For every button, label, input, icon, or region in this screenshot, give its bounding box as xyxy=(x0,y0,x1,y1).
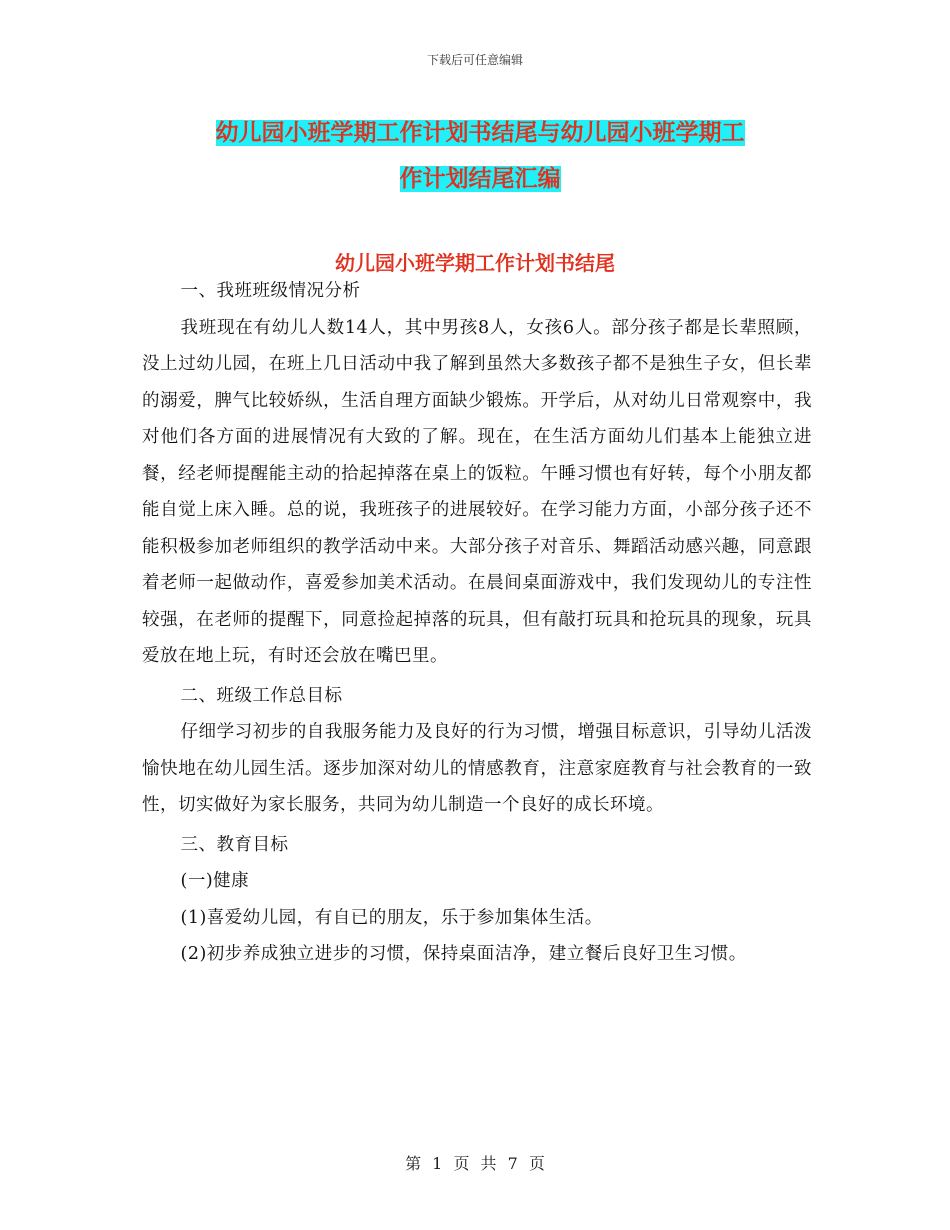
page-footer: 第 1 页 共 7 页 xyxy=(405,1154,545,1173)
document-title-line-2: 作计划结尾汇编 xyxy=(399,166,561,192)
list-item-health-1: (1)喜爱幼儿园，有自已的朋友，乐于参加集体生活。 xyxy=(180,907,603,928)
subheading-health: (一)健康 xyxy=(180,871,250,891)
paragraph-overall-goal: 仔细学习初步的自我服务能力及良好的行为习惯，增强目标意识，引导幼儿活泼愉快地在幼儿园生活。逐步加深对幼儿的情感教育，注意家庭教育与社会教育的一致性，切实做好为家长服务，共同为幼儿制造一个良好的成长环境。 xyxy=(142,722,812,815)
list-item-health-2: (2)初步养成独立进步的习惯，保持桌面洁净，建立餐后良好卫生习惯。 xyxy=(180,944,747,964)
section-title: 幼儿园小班学期工作计划书结尾 xyxy=(335,251,615,275)
document-title xyxy=(140,110,820,202)
heading-overall-goal: 二、班级工作总目标 xyxy=(180,685,343,706)
document-body xyxy=(142,273,812,973)
document-title-line-1: 幼儿园小班学期工作计划书结尾与幼儿园小班学期工 xyxy=(215,120,745,146)
heading-education-goals: 三、教育目标 xyxy=(180,834,289,855)
paragraph-class-analysis: 我班现在有幼儿人数14人，其中男孩8人，女孩6人。部分孩子都是长辈照顾，没上过幼儿园，在班上几日活动中我了解到虽然大多数孩子都不是独生子女，但长辈的溺爱，脾气比较娇纵，生活自理方面缺少锻炼。开学后，从对幼儿日常观察中，我对他们各方面的进展情况有大致的了解。现在，在生活方面幼儿们基本上能独立进餐，经老师提醒能主动的拾起掉落在桌上的饭粒。午睡习惯也有好转，每个小朋友都能自觉上床入睡。总的说，我班孩子的进展较好。在学习能力方面，小部分孩子还不能积极参加老师组织的教学活动中来。大部分孩子对音乐、舞蹈活动感兴趣，同意跟着老师一起做动作，喜爱参加美术活动。在晨间桌面游戏中，我们发现幼儿的专注性较强，在老师的提醒下，同意捡起掉落的玩具，但有敲打玩具和抢玩具的现象，玩具爱放在地上玩，有时还会放在嘴巴里。 xyxy=(142,317,812,666)
page-header: 下载后可任意编辑 xyxy=(426,53,523,67)
heading-class-analysis: 一、我班班级情况分析 xyxy=(180,281,361,301)
